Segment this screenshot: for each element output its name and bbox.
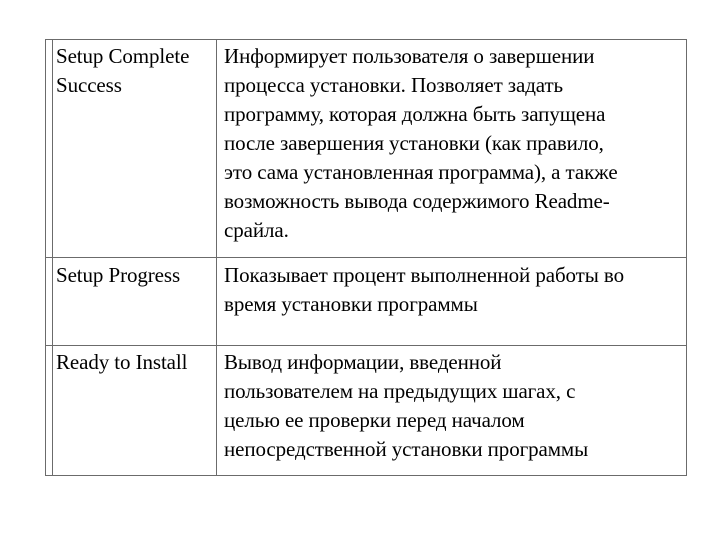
row-2-name <box>56 261 180 290</box>
row-2-desc-line-1: Показывает процент выполненной работы во <box>224 263 624 287</box>
row-divider-1 <box>46 257 686 258</box>
row-2-desc-line-2: время установки программы <box>224 292 478 316</box>
row-1-desc-line-7: срайла. <box>224 218 289 242</box>
row-1-desc-line-6: возможность вывода содержимого Readme- <box>224 189 610 213</box>
row-1-desc-line-1: Информирует пользователя о завершении <box>224 44 595 68</box>
row-2-description <box>224 261 624 319</box>
row-3-desc-line-1: Вывод информации, введенной <box>224 350 502 374</box>
row-1-description <box>224 42 618 245</box>
row-3-desc-line-2: пользователем на предыдущих шагах, с <box>224 379 576 403</box>
row-1-name <box>56 42 189 100</box>
row-3-desc-line-3: целью ее проверки перед началом <box>224 408 525 432</box>
row-1-name-line-2: Success <box>56 73 122 97</box>
row-1-desc-line-4: после завершения установки (как правило, <box>224 131 604 155</box>
row-1-desc-line-2: процесса установки. Позволяет задать <box>224 73 564 97</box>
row-1-desc-line-5: это сама установленная программа), а также <box>224 160 618 184</box>
info-table <box>45 39 687 476</box>
row-2-name-line-1: Setup Progress <box>56 263 181 287</box>
row-3-name-line-1: Ready to Install <box>56 350 188 374</box>
row-divider-2 <box>46 345 686 346</box>
row-1-desc-line-3: программу, которая должна быть запущена <box>224 102 606 126</box>
row-3-description <box>224 348 588 464</box>
row-3-desc-line-4: непосредственной установки программы <box>224 437 589 461</box>
row-3-name <box>56 348 187 377</box>
row-1-name-line-1: Setup Complete <box>56 44 190 68</box>
